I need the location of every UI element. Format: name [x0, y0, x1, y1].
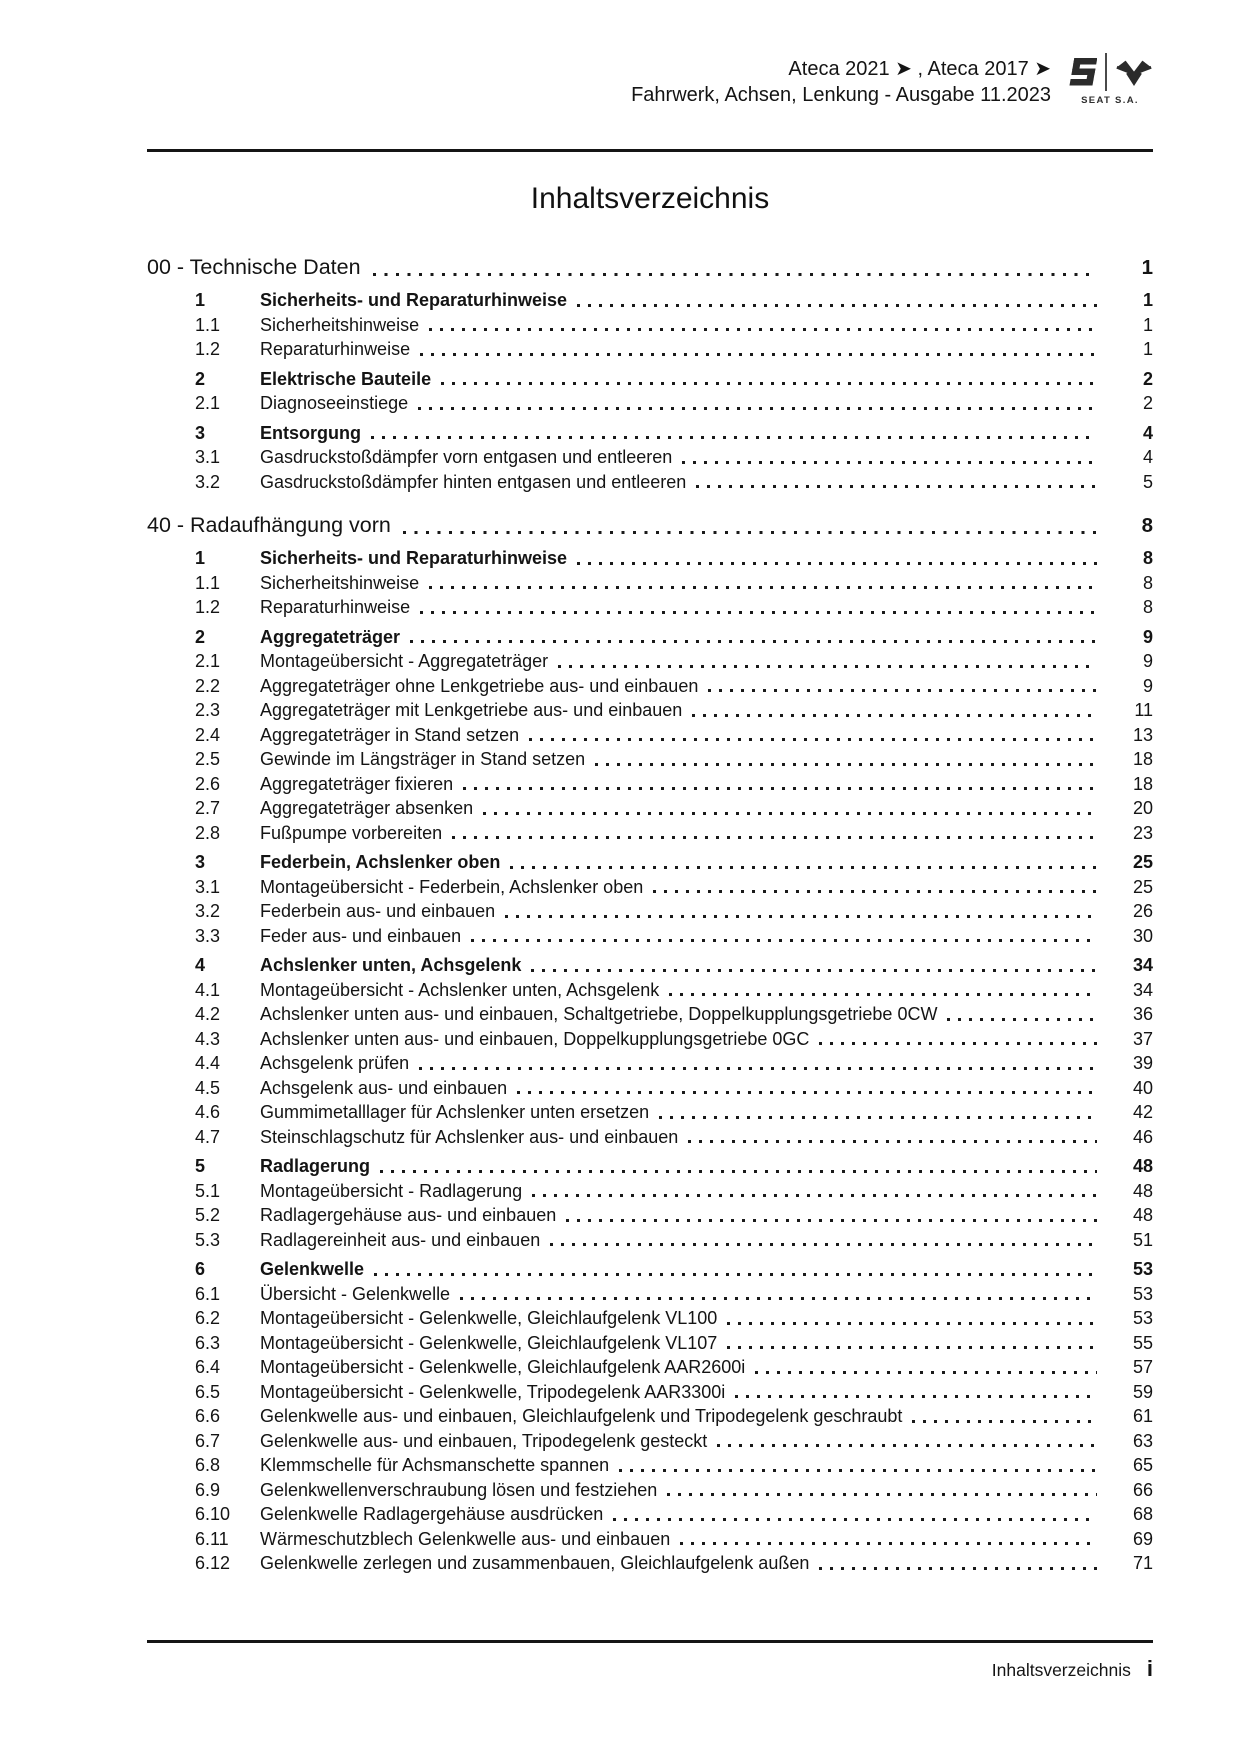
dot-leader	[420, 611, 1097, 614]
toc-entry-number: 2.1	[195, 393, 221, 413]
toc-page-number: 30	[1132, 925, 1153, 946]
toc-entry-title: Achsgelenk aus- und einbauen	[260, 1077, 508, 1098]
toc-entry-row	[147, 1527, 1153, 1552]
toc-page-number: 63	[1132, 1430, 1153, 1451]
toc-entry-title: Montageübersicht - Achslenker unten, Achsgelenk	[260, 979, 660, 1000]
dot-leader	[577, 304, 1097, 307]
cupra-logo-icon	[1115, 57, 1153, 87]
toc-entry-row	[147, 1429, 1153, 1454]
toc-entry-number: 6.5	[195, 1381, 221, 1402]
toc-entry-number: 6.2	[195, 1308, 221, 1328]
toc-entry-title: Klemmschelle für Achsmanschette spannen	[260, 1455, 610, 1475]
dot-leader	[380, 1170, 1097, 1173]
toc-entry-row	[147, 978, 1153, 1003]
toc-entry-title: Montageübersicht - Aggregateträger	[260, 651, 549, 671]
toc-entry-row	[147, 1002, 1153, 1027]
toc-entry-number: 4.6	[195, 1102, 221, 1122]
footer-rule	[147, 1640, 1153, 1643]
toc-entry-row	[147, 367, 1153, 392]
toc-entry-number: 1.1	[195, 572, 221, 593]
dot-leader	[529, 738, 1097, 741]
toc-entry-number: 2.8	[195, 822, 221, 843]
toc-page-number: 9	[1142, 651, 1153, 671]
toc-entry-title: Aggregateträger ohne Lenkgetriebe aus- und einbauen	[260, 675, 699, 696]
toc-entry-row	[147, 1551, 1153, 1576]
toc-page-number: 66	[1132, 1479, 1153, 1500]
dot-leader	[419, 1067, 1097, 1070]
toc-page-number: 69	[1132, 1528, 1153, 1549]
toc-entry-number: 1	[195, 290, 206, 310]
toc-page-number: 1	[1142, 314, 1153, 335]
dot-leader	[566, 1219, 1097, 1222]
dot-leader	[510, 866, 1097, 869]
toc-entry-title: Federbein aus- und einbauen	[260, 901, 496, 921]
logo-divider	[1105, 53, 1107, 91]
toc-entry-title: Feder aus- und einbauen	[260, 925, 462, 946]
toc-entry-number: 3	[195, 852, 206, 872]
dot-leader	[420, 353, 1097, 356]
toc-page-number: 48	[1132, 1156, 1153, 1176]
toc-page-number: 13	[1132, 724, 1153, 745]
toc-page-number: 18	[1132, 773, 1153, 794]
toc-entry-row	[147, 850, 1153, 875]
toc-entry-row	[147, 1076, 1153, 1101]
toc-page-number: 51	[1132, 1229, 1153, 1250]
toc-entry-title: Montageübersicht - Gelenkwelle, Gleichlaufgelenk VL100	[260, 1308, 718, 1328]
toc-entry-title: Gelenkwellenverschraubung lösen und festziehen	[260, 1479, 658, 1500]
toc-entry-title: Entsorgung	[260, 422, 361, 443]
toc-entry-title: Gasdruckstoßdämpfer hinten entgasen und entleeren	[260, 471, 687, 492]
dot-leader	[755, 1371, 1097, 1374]
toc-page-number: 1	[1142, 290, 1153, 310]
toc-page-number: 48	[1132, 1180, 1153, 1201]
toc-entry-row	[147, 1027, 1153, 1052]
toc-entry-row	[147, 1179, 1153, 1204]
dot-leader	[577, 562, 1097, 565]
toc-entry-title: Montageübersicht - Gelenkwelle, Gleichlaufgelenk VL107	[260, 1332, 718, 1353]
toc-entry-number: 2.4	[195, 724, 221, 745]
toc-entry-number: 2	[195, 626, 206, 647]
toc-entry-title: Gewinde im Längsträger in Stand setzen	[260, 749, 586, 769]
toc-entry-row	[147, 313, 1153, 338]
toc-page-number: 37	[1132, 1028, 1153, 1049]
toc-chapter-row	[147, 510, 1153, 541]
toc-chapter-row	[147, 252, 1153, 283]
dot-leader	[471, 939, 1097, 942]
toc-entry-number: 6.8	[195, 1455, 221, 1475]
toc-entry-row	[147, 1453, 1153, 1478]
toc-entry-number: 4.2	[195, 1004, 221, 1024]
toc-entry-row	[147, 288, 1153, 313]
toc-entry-row	[147, 1502, 1153, 1527]
toc-entry-number: 5.1	[195, 1180, 221, 1201]
toc-entry-number: 3.2	[195, 901, 221, 921]
toc-page-number: 4	[1142, 422, 1153, 443]
toc-entry-row	[147, 924, 1153, 949]
toc-page-number: 59	[1132, 1381, 1153, 1402]
toc-page-number: 25	[1132, 876, 1153, 897]
dot-leader	[463, 787, 1097, 790]
toc-entry-title: Gelenkwelle	[260, 1259, 365, 1279]
toc-entry-number: 2.1	[195, 651, 221, 671]
toc-entry-row	[147, 747, 1153, 772]
toc-entry-title: Steinschlagschutz für Achslenker aus- und einbauen	[260, 1126, 679, 1147]
toc-entry-title: Gummimetalllager für Achslenker unten ersetzen	[260, 1102, 650, 1122]
toc-entry-title: Radlagerung	[260, 1156, 371, 1176]
toc-entry-title: Achslenker unten, Achsgelenk	[260, 955, 522, 975]
toc-entry-number: 2.5	[195, 749, 221, 769]
dot-leader	[532, 1194, 1097, 1197]
toc-entry-title: Achsgelenk prüfen	[260, 1053, 410, 1073]
toc-page-number: 5	[1142, 471, 1153, 492]
toc-entry-number: 2	[195, 368, 206, 389]
dot-leader	[727, 1322, 1097, 1325]
toc-chapter-title: 40 - Radaufhängung vorn	[147, 513, 391, 537]
toc-entry-title: Sicherheits- und Reparaturhinweise	[260, 290, 568, 310]
toc-page-number: 9	[1142, 626, 1153, 647]
toc-entry-title: Achslenker unten aus- und einbauen, Schaltgetriebe, Doppelkupplungsgetriebe 0CW	[260, 1004, 938, 1024]
dot-leader	[441, 382, 1097, 385]
toc-entry-row	[147, 625, 1153, 650]
toc-entry-title: Aggregateträger mit Lenkgetriebe aus- und einbauen	[260, 700, 683, 720]
toc-entry-row	[147, 1100, 1153, 1125]
toc-page-number: 57	[1132, 1357, 1153, 1377]
toc-entry-title: Aggregateträger fixieren	[260, 773, 454, 794]
toc-entry-number: 4.5	[195, 1077, 221, 1098]
toc-entry-number: 4.3	[195, 1028, 221, 1049]
toc-entry-row	[147, 470, 1153, 495]
toc-entry-row	[147, 1306, 1153, 1331]
toc-entry-number: 3.2	[195, 471, 221, 492]
toc-entry-number: 3.3	[195, 925, 221, 946]
toc-entry-row	[147, 546, 1153, 571]
toc-page-number: 34	[1132, 955, 1153, 975]
toc-entry-number: 6.7	[195, 1430, 221, 1451]
toc-entry-number: 6.12	[195, 1553, 231, 1573]
toc-entry-row	[147, 445, 1153, 470]
header-subtitle: Fahrwerk, Achsen, Lenkung - Ausgabe 11.2023	[631, 84, 1051, 106]
footer-page-number: i	[1146, 1656, 1153, 1681]
dot-leader	[403, 531, 1097, 534]
toc-page-number: 65	[1132, 1455, 1153, 1475]
toc-entry-number: 2.3	[195, 700, 221, 720]
toc-page-number: 55	[1132, 1332, 1153, 1353]
toc-entry-row	[147, 595, 1153, 620]
dot-leader	[452, 836, 1097, 839]
toc-entry-row	[147, 1051, 1153, 1076]
header-text	[631, 54, 1051, 108]
toc-page-number: 11	[1134, 700, 1153, 720]
toc-entry-row	[147, 1125, 1153, 1150]
toc-entry-title: Montageübersicht - Gelenkwelle, Tripodegelenk AAR3300i	[260, 1381, 726, 1402]
toc-entry-number: 5.2	[195, 1205, 221, 1225]
dot-leader	[688, 1140, 1097, 1143]
dot-leader	[680, 1542, 1097, 1545]
toc-entry-number: 4	[195, 955, 206, 975]
toc-page-number: 36	[1132, 1004, 1153, 1024]
toc-entry-title: Gelenkwelle aus- und einbauen, Tripodegelenk gesteckt	[260, 1430, 708, 1451]
toc-entry-title: Wärmeschutzblech Gelenkwelle aus- und einbauen	[260, 1528, 671, 1549]
toc-entry-title: Übersicht - Gelenkwelle	[260, 1283, 451, 1304]
toc-page-number: 53	[1132, 1308, 1153, 1328]
toc-entry-number: 3.1	[195, 876, 221, 897]
toc-page-number: 53	[1132, 1259, 1153, 1279]
toc-page-number: 34	[1132, 979, 1153, 1000]
toc-entry-row	[147, 674, 1153, 699]
toc-entry-row	[147, 1331, 1153, 1356]
dot-leader	[727, 1346, 1097, 1349]
toc-entry-row	[147, 953, 1153, 978]
toc-entry-row	[147, 1282, 1153, 1307]
toc-entry-title: Aggregateträger in Stand setzen	[260, 724, 520, 745]
dot-leader	[613, 1518, 1097, 1521]
dot-leader	[418, 407, 1097, 410]
toc-page-number: 53	[1132, 1283, 1153, 1304]
toc-entry-title: Sicherheits- und Reparaturhinweise	[260, 548, 568, 568]
dot-leader	[819, 1567, 1097, 1570]
toc-page-number: 1	[1141, 256, 1153, 279]
page-header	[147, 54, 1153, 108]
toc-entry-number: 6.4	[195, 1357, 221, 1377]
toc-entry-title: Radlagergehäuse aus- und einbauen	[260, 1205, 557, 1225]
seat-sa-label: SEAT S.A.	[1081, 95, 1139, 106]
brand-logo-block	[1067, 54, 1153, 106]
dot-leader	[517, 1091, 1097, 1094]
dot-leader	[373, 273, 1097, 276]
dot-leader	[669, 993, 1097, 996]
seat-logo-icon	[1067, 56, 1097, 88]
toc-entry-number: 1.1	[195, 314, 221, 335]
toc-entry-row	[147, 1228, 1153, 1253]
toc-page-number: 46	[1132, 1126, 1153, 1147]
toc-entry-row	[147, 421, 1153, 446]
toc-entry-title: Reparaturhinweise	[260, 597, 411, 617]
toc-entry-number: 4.4	[195, 1053, 221, 1073]
toc-entry-number: 6.6	[195, 1406, 221, 1426]
toc-entry-row	[147, 1380, 1153, 1405]
dot-leader	[558, 665, 1097, 668]
toc-entry-row	[147, 391, 1153, 416]
toc-entry-row	[147, 1257, 1153, 1282]
dot-leader	[531, 969, 1097, 972]
toc-entry-number: 6.3	[195, 1332, 221, 1353]
dot-leader	[947, 1018, 1097, 1021]
header-rule	[147, 149, 1153, 152]
toc-entry-number: 2.2	[195, 675, 221, 696]
toc-entry-title: Reparaturhinweise	[260, 339, 411, 359]
footer-label: Inhaltsverzeichnis	[991, 1660, 1131, 1680]
toc-page-number: 40	[1132, 1077, 1153, 1098]
toc-entry-number: 1.2	[195, 597, 221, 617]
toc-page-number: 8	[1142, 597, 1153, 617]
header-models: Ateca 2021 ➤ , Ateca 2017 ➤	[788, 58, 1051, 80]
toc-entry-number: 1.2	[195, 339, 221, 359]
toc-entry-row	[147, 337, 1153, 362]
toc-entry-title: Radlagereinheit aus- und einbauen	[260, 1229, 541, 1250]
dot-leader	[692, 714, 1097, 717]
toc-entry-title: Gelenkwelle aus- und einbauen, Gleichlaufgelenk und Tripodegelenk geschraubt	[260, 1406, 903, 1426]
toc-chapter-title: 00 - Technische Daten	[147, 255, 361, 279]
table-of-contents	[147, 236, 1153, 1576]
toc-page-number: 4	[1142, 447, 1153, 467]
toc-entry-number: 6.1	[195, 1283, 221, 1304]
toc-page-number: 20	[1132, 798, 1153, 818]
dot-leader	[667, 1493, 1097, 1496]
toc-entry-title: Elektrische Bauteile	[260, 368, 432, 389]
toc-entry-title: Aggregateträger absenken	[260, 798, 474, 818]
toc-page-number: 25	[1132, 852, 1153, 872]
toc-page-number: 8	[1142, 548, 1153, 568]
toc-entry-title: Montageübersicht - Radlagerung	[260, 1180, 523, 1201]
toc-entry-number: 6	[195, 1259, 206, 1279]
toc-entry-row	[147, 571, 1153, 596]
toc-entry-number: 6.10	[195, 1504, 231, 1524]
dot-leader	[619, 1469, 1097, 1472]
toc-entry-row	[147, 875, 1153, 900]
toc-entry-title: Gasdruckstoßdämpfer vorn entgasen und entleeren	[260, 447, 673, 467]
toc-entry-title: Gelenkwelle zerlegen und zusammenbauen, Gleichlaufgelenk außen	[260, 1553, 810, 1573]
dot-leader	[717, 1444, 1097, 1447]
toc-entry-number: 4.7	[195, 1126, 221, 1147]
toc-entry-number: 5.3	[195, 1229, 221, 1250]
toc-entry-number: 5	[195, 1156, 206, 1176]
dot-leader	[374, 1273, 1097, 1276]
toc-page-number: 26	[1132, 901, 1153, 921]
toc-entry-title: Sicherheitshinweise	[260, 314, 420, 335]
toc-entry-number: 6.11	[195, 1528, 229, 1549]
toc-page-number: 8	[1142, 572, 1153, 593]
toc-entry-title: Montageübersicht - Federbein, Achslenker oben	[260, 876, 644, 897]
toc-entry-number: 2.7	[195, 798, 221, 818]
toc-page-number: 71	[1132, 1553, 1153, 1573]
dot-leader	[410, 640, 1097, 643]
toc-entry-title: Aggregateträger	[260, 626, 401, 647]
dot-leader	[819, 1042, 1097, 1045]
dot-leader	[460, 1297, 1097, 1300]
toc-page-number: 39	[1132, 1053, 1153, 1073]
toc-page-number: 1	[1142, 339, 1153, 359]
toc-entry-title: Achslenker unten aus- und einbauen, Doppelkupplungsgetriebe 0GC	[260, 1028, 810, 1049]
toc-entry-title: Federbein, Achslenker oben	[260, 852, 501, 872]
page-footer	[147, 1656, 1153, 1682]
dot-leader	[429, 328, 1097, 331]
toc-entry-number: 3.1	[195, 447, 221, 467]
toc-entry-row	[147, 1203, 1153, 1228]
dot-leader	[912, 1420, 1097, 1423]
toc-page-number: 2	[1142, 368, 1153, 389]
dot-leader	[708, 689, 1097, 692]
toc-entry-number: 2.6	[195, 773, 221, 794]
toc-page-number: 18	[1132, 749, 1153, 769]
toc-entry-row	[147, 1355, 1153, 1380]
toc-entry-row	[147, 821, 1153, 846]
dot-leader	[371, 436, 1097, 439]
toc-entry-row	[147, 1154, 1153, 1179]
dot-leader	[653, 890, 1097, 893]
toc-entry-row	[147, 899, 1153, 924]
toc-entry-row	[147, 1478, 1153, 1503]
page-title: Inhaltsverzeichnis	[530, 182, 770, 215]
dot-leader	[682, 461, 1097, 464]
dot-leader	[735, 1395, 1097, 1398]
toc-entry-title: Gelenkwelle Radlagergehäuse ausdrücken	[260, 1504, 604, 1524]
dot-leader	[659, 1116, 1097, 1119]
dot-leader	[550, 1243, 1097, 1246]
toc-entry-row	[147, 1404, 1153, 1429]
toc-page-number: 23	[1132, 822, 1153, 843]
dot-leader	[429, 586, 1097, 589]
toc-page-number: 68	[1132, 1504, 1153, 1524]
toc-page-number: 48	[1132, 1205, 1153, 1225]
toc-entry-title: Sicherheitshinweise	[260, 572, 420, 593]
toc-entry-row	[147, 649, 1153, 674]
dot-leader	[696, 485, 1097, 488]
dot-leader	[595, 763, 1097, 766]
toc-page-number: 2	[1142, 393, 1153, 413]
toc-page-number: 42	[1132, 1102, 1153, 1122]
toc-page-number: 9	[1142, 675, 1153, 696]
toc-entry-title: Montageübersicht - Gelenkwelle, Gleichlaufgelenk AAR2600i	[260, 1357, 746, 1377]
toc-entry-row	[147, 723, 1153, 748]
toc-entry-title: Diagnoseeinstiege	[260, 393, 409, 413]
toc-entry-number: 4.1	[195, 979, 221, 1000]
toc-entry-row	[147, 772, 1153, 797]
toc-entry-row	[147, 796, 1153, 821]
dot-leader	[483, 812, 1097, 815]
toc-entry-number: 6.9	[195, 1479, 221, 1500]
toc-entry-number: 3	[195, 422, 206, 443]
brand-logos	[1067, 54, 1153, 90]
toc-page-number: 61	[1132, 1406, 1153, 1426]
toc-entry-title: Fußpumpe vorbereiten	[260, 822, 443, 843]
dot-leader	[505, 915, 1097, 918]
toc-page-number: 8	[1141, 514, 1153, 537]
toc-entry-row	[147, 698, 1153, 723]
toc-entry-number: 1	[195, 548, 206, 568]
